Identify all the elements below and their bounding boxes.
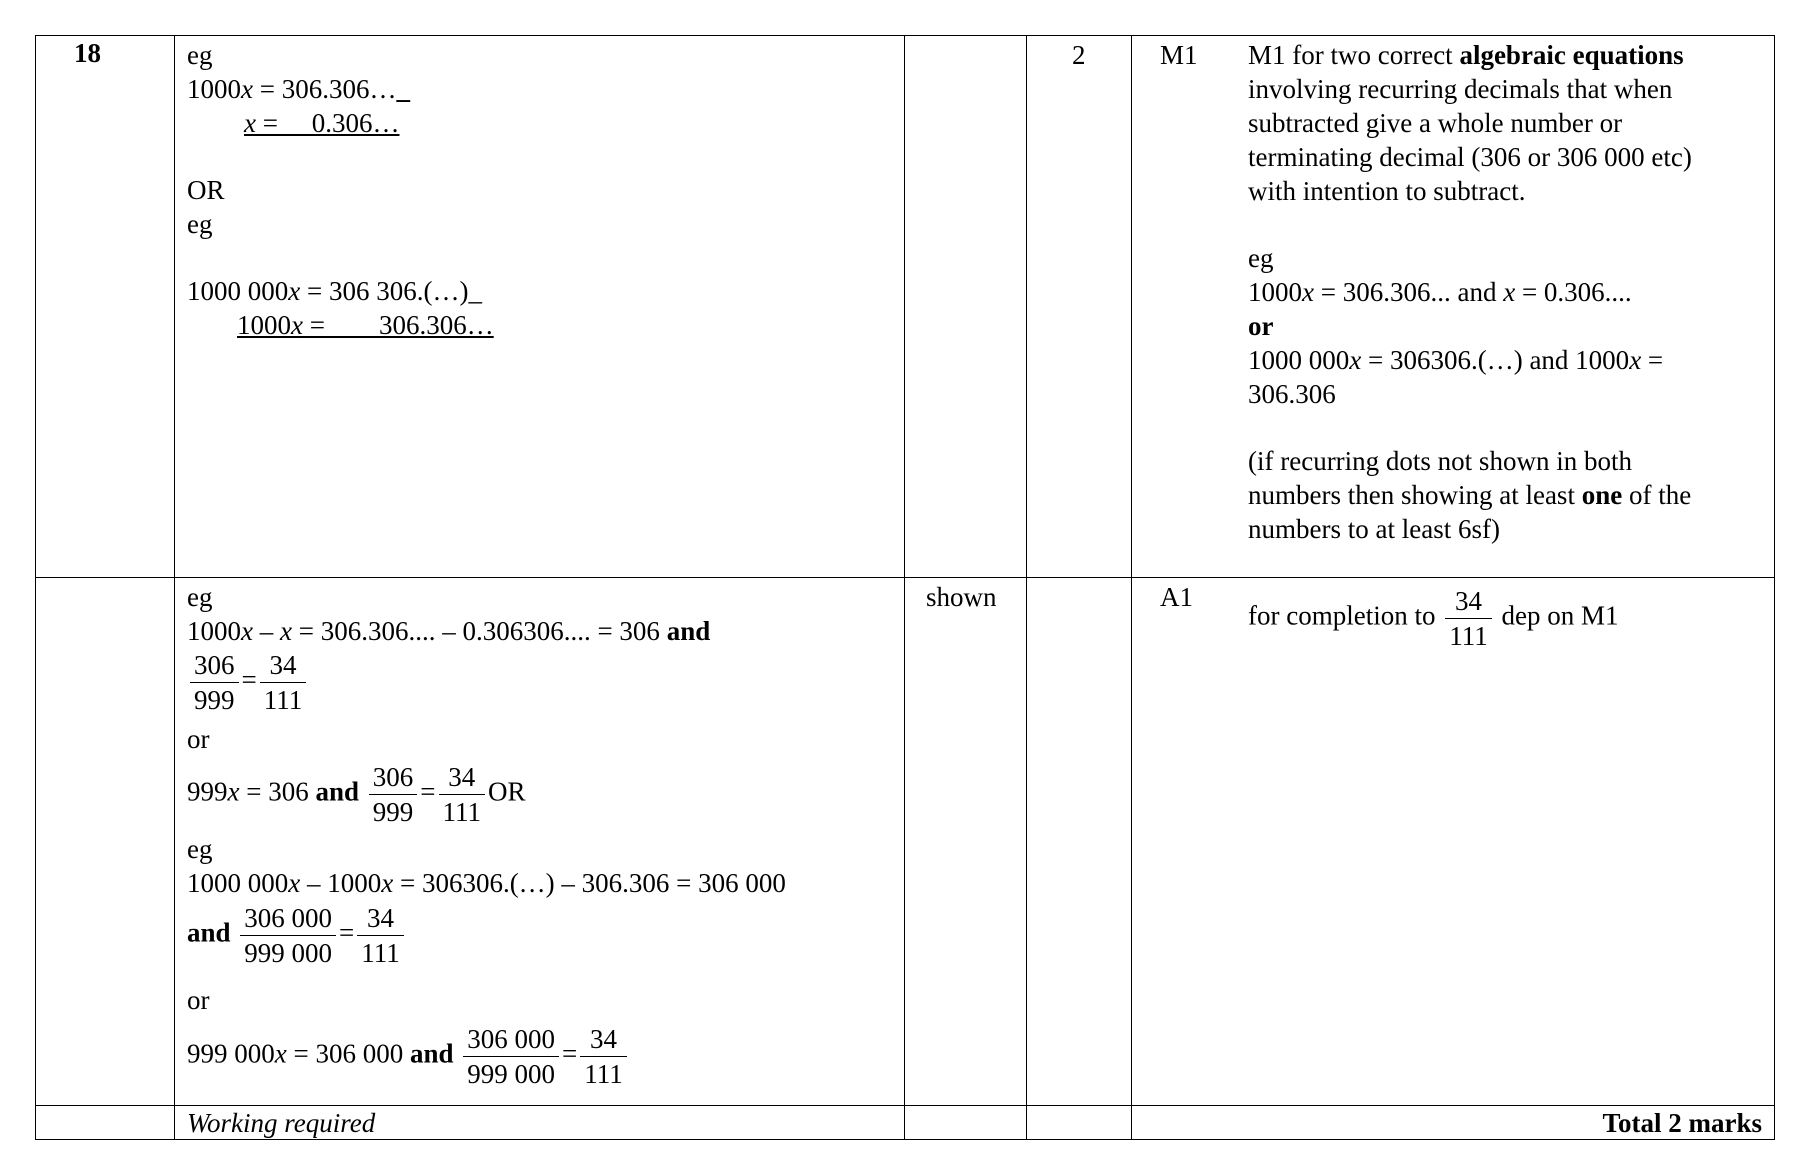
marks-value: 2 — [1072, 40, 1086, 70]
col-divider — [174, 36, 175, 1139]
fraction: $\frac{306 000}{999 000}$ — [240, 901, 336, 970]
guidance-line: 1000 000x = 306306.(…) and 1000x = — [1248, 345, 1664, 375]
equation-line: x = 0.306… — [244, 108, 400, 138]
fraction-equation: 999 000x = 306 000 and $\frac{306 000}{999 000}$ = $\frac{34}{111}$ — [187, 1022, 630, 1091]
equation-line: 1000x – x = 306.306.... – 0.306306.... = 306 and — [187, 616, 711, 646]
guidance-line: subtracted give a whole number or — [1248, 108, 1623, 138]
answer-value: shown — [926, 582, 997, 612]
or-label: or — [1248, 311, 1274, 341]
guidance-line: terminating decimal (306 or 306 000 etc) — [1248, 142, 1692, 172]
total-marks: Total 2 marks — [1602, 1108, 1762, 1138]
fraction: $\frac{34}{111}$ — [357, 901, 404, 970]
or-label: OR — [187, 175, 225, 205]
guidance-line: 1000x = 306.306... and x = 0.306.... — [1248, 277, 1632, 307]
eg-label: eg — [187, 40, 213, 70]
eg-label: eg — [1248, 243, 1274, 273]
col-divider — [1131, 36, 1132, 1139]
equation-line: 1000x = 306.306… — [237, 310, 494, 340]
question-number: 18 — [74, 38, 101, 68]
or-label: or — [187, 985, 210, 1015]
fraction: $\frac{34}{111}$ — [260, 648, 307, 717]
equation-line: 1000 000x – 1000x = 306306.(…) – 306.306 = 306 000 — [187, 868, 786, 898]
or-label: or — [187, 724, 210, 754]
guidance-line: with intention to subtract. — [1248, 176, 1526, 206]
guidance-line: (if recurring dots not shown in both — [1248, 446, 1632, 476]
fraction-equation: $\frac{306}{999}$ = $\frac{34}{111}$ — [187, 648, 309, 717]
row-divider — [36, 577, 1774, 578]
equation-line: 1000x = 306.306…_ — [187, 74, 410, 104]
mark-code: A1 — [1160, 582, 1193, 612]
guidance-line: M1 for two correct algebraic equations — [1248, 40, 1684, 70]
fraction: $\frac{34}{111}$ — [580, 1022, 627, 1091]
guidance-line: 306.306 — [1248, 379, 1336, 409]
fraction-equation: and $\frac{306 000}{999 000}$ = $\frac{34}{111}$ — [187, 901, 407, 970]
fraction-equation: 999x = 306 and $\frac{306}{999}$ = $\frac{34}{111}$ OR — [187, 762, 526, 827]
equation-line: 1000 000x = 306 306.(…)_ — [187, 276, 482, 306]
col-divider — [1026, 36, 1027, 1139]
guidance-line: for completion to $\frac{34}{111}$ dep on M1 — [1248, 586, 1619, 651]
mark-code: M1 — [1160, 40, 1198, 70]
guidance-line: involving recurring decimals that when — [1248, 74, 1673, 104]
eg-label: eg — [187, 582, 213, 612]
fraction: $\frac{306}{999}$ — [369, 760, 418, 829]
eg-label: eg — [187, 834, 213, 864]
fraction: $\frac{34}{111}$ — [439, 760, 486, 829]
col-divider — [904, 36, 905, 1139]
fraction: $\frac{306 000}{999 000}$ — [463, 1022, 559, 1091]
guidance-line: numbers to at least 6sf) — [1248, 514, 1500, 544]
markscheme-table — [35, 35, 1775, 1140]
working-required-note: Working required — [187, 1108, 376, 1138]
fraction: $\frac{306}{999}$ — [190, 648, 239, 717]
fraction: $\frac{34}{111}$ — [1445, 584, 1492, 653]
guidance-line: numbers then showing at least one of the — [1248, 480, 1692, 510]
eg-label: eg — [187, 209, 213, 239]
